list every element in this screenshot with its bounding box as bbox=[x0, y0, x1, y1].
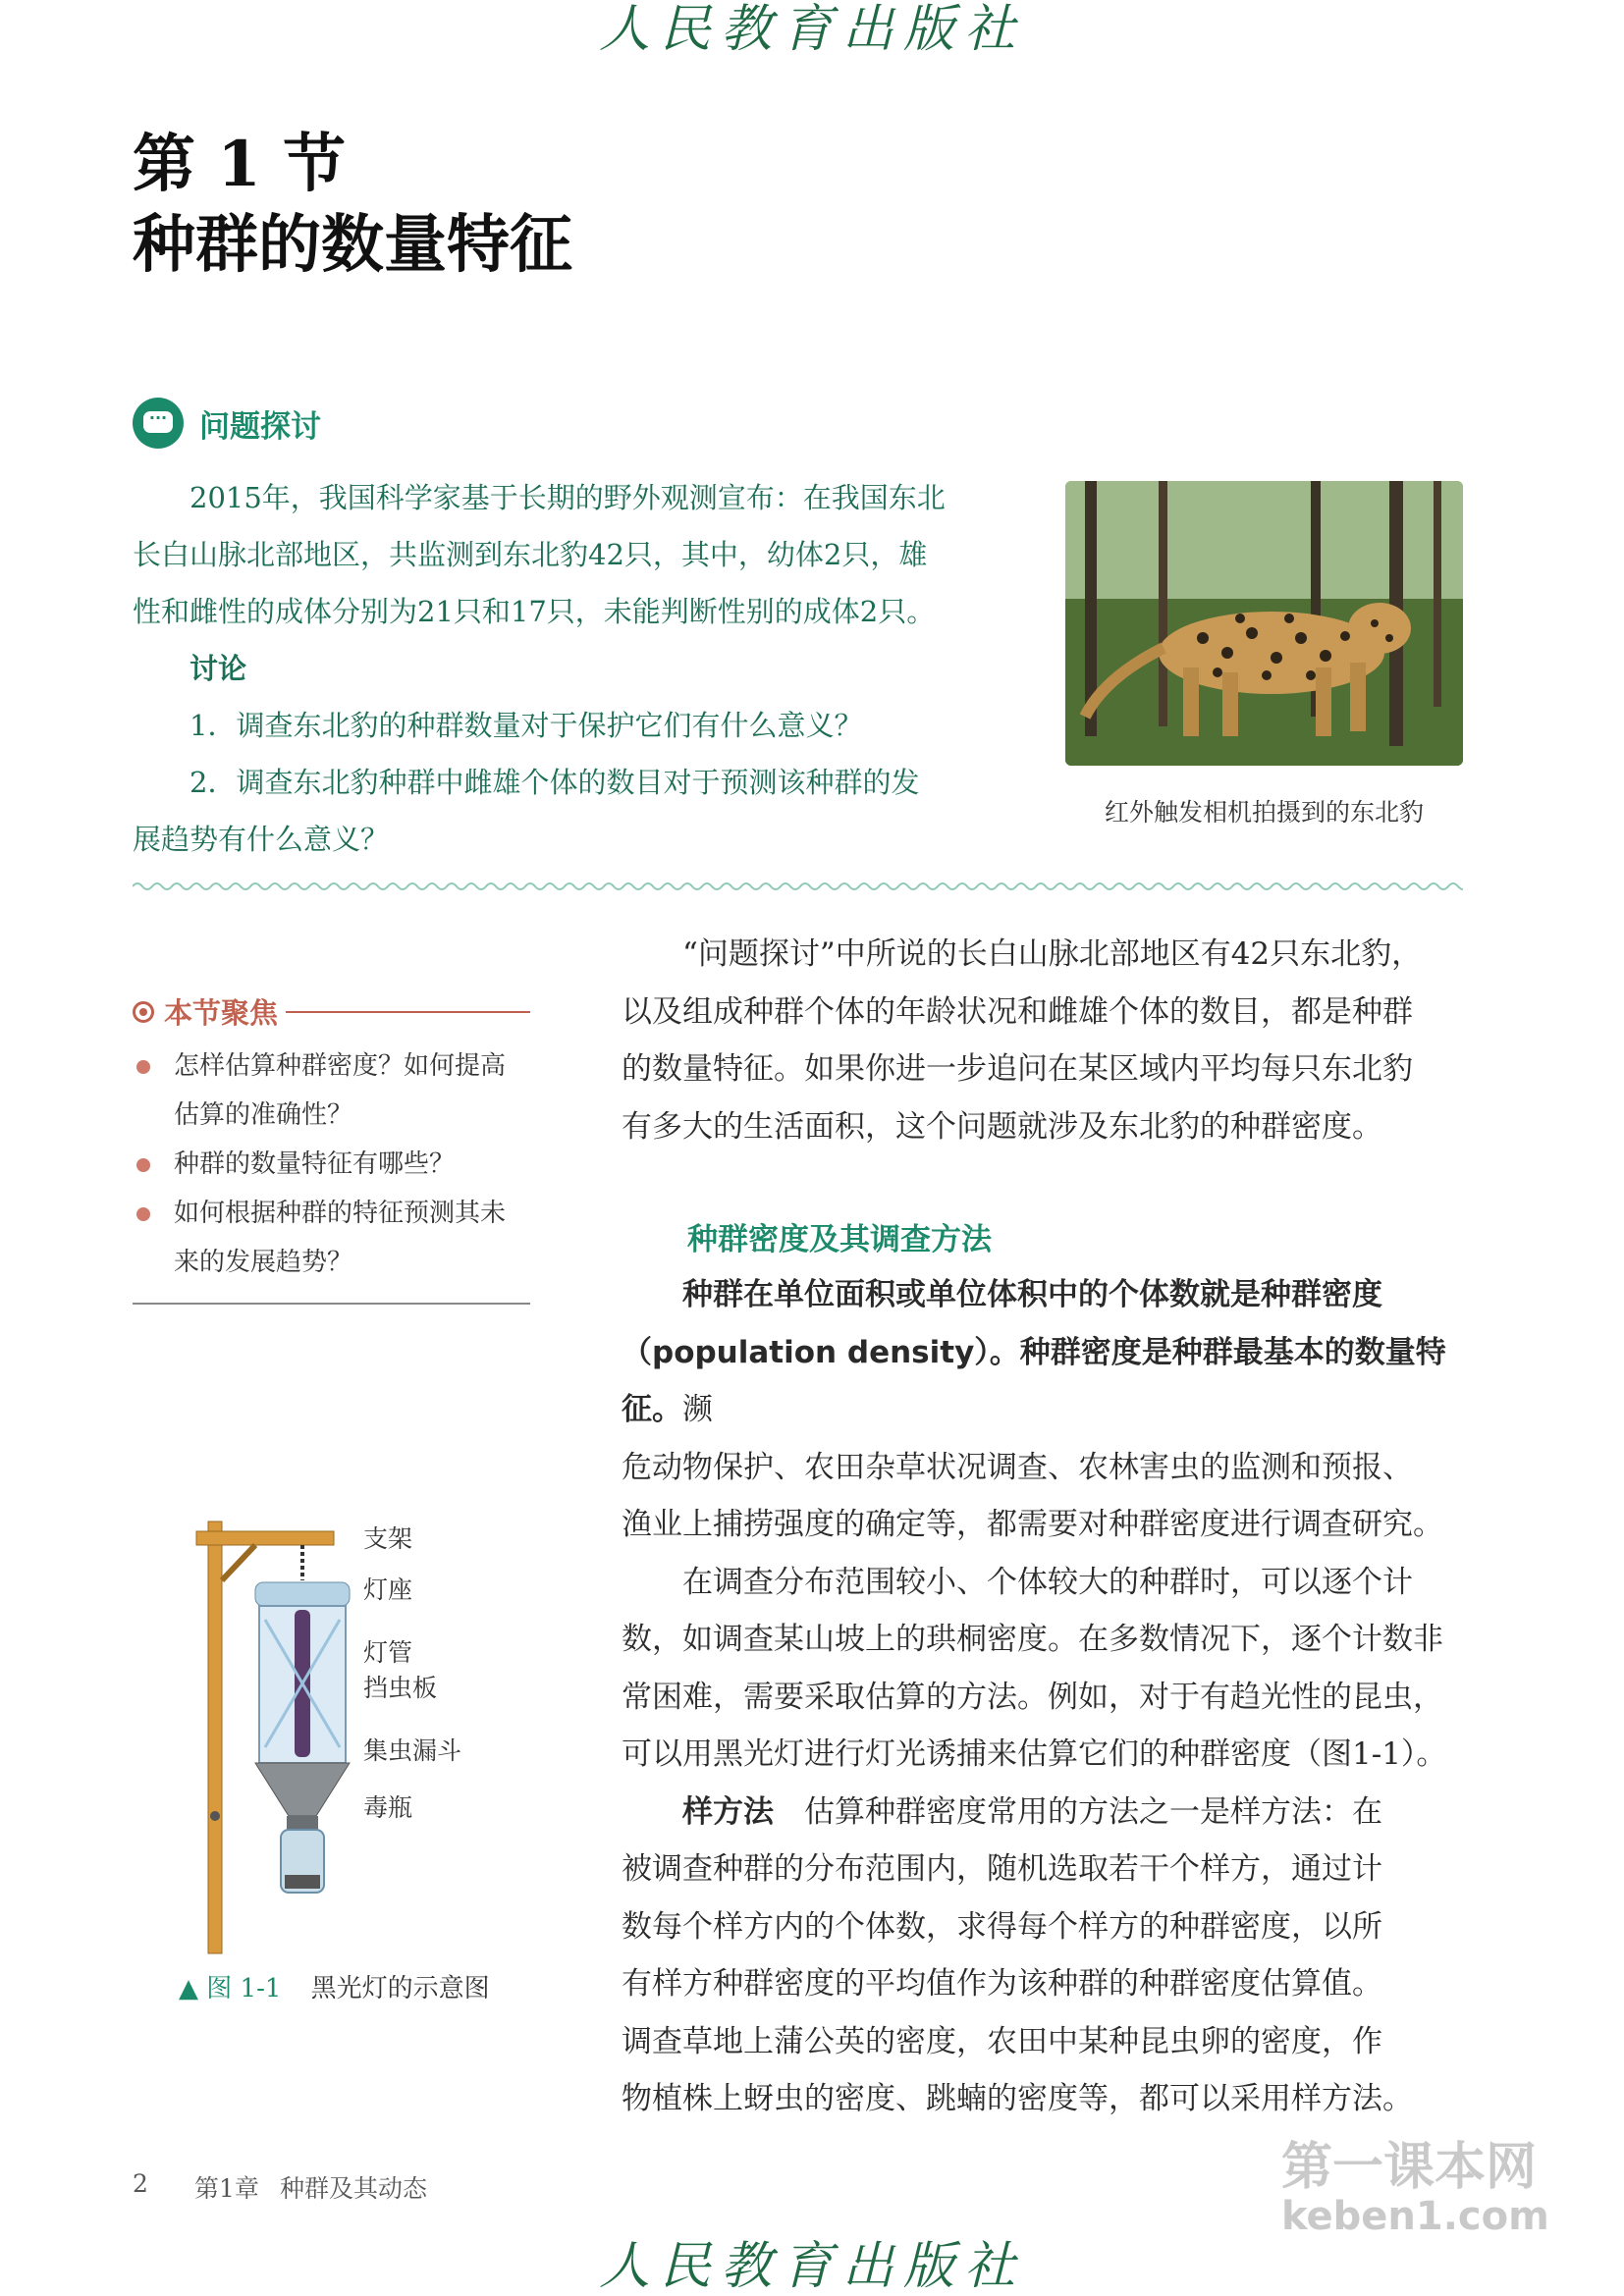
focus-bottom-rule bbox=[133, 1303, 530, 1305]
section-focus-box bbox=[133, 991, 530, 1305]
figure-caption-text: 黑光灯的示意图 bbox=[310, 1974, 490, 2003]
section-number: 第 1 节 bbox=[133, 128, 347, 201]
focus-heading-text: 本节聚焦 bbox=[164, 996, 279, 1030]
sampling-term: 样方法 bbox=[682, 1793, 774, 1830]
problem-line-2: 长白山脉北部地区，共监测到东北豹42只，其中，幼体2只，雄 bbox=[133, 538, 928, 571]
page-number: 2 bbox=[133, 2169, 148, 2198]
focus-item bbox=[133, 1041, 530, 1140]
intro-line-4: 有多大的生活面积，这个问题就涉及东北豹的种群密度。 bbox=[622, 1108, 1382, 1145]
sampling-line-4: 有样方种群密度的平均值作为该种群的种群密度估算值。 bbox=[622, 1966, 1382, 2002]
footer-chapter: 第1章 bbox=[194, 2174, 259, 2203]
discuss-question-2-line-1: 2．调查东北豹种群中雌雄个体的数目对于预测该种群的发 bbox=[189, 766, 920, 799]
focus-item-2-line-1: 种群的数量特征有哪些？ bbox=[174, 1149, 456, 1179]
label-stand: 支架 bbox=[363, 1524, 413, 1553]
count-line-3: 常困难，需要采取估算的方法。例如，对于有趋光性的昆虫， bbox=[622, 1679, 1443, 1715]
focus-item bbox=[133, 1189, 530, 1287]
subsection-heading: 种群密度及其调查方法 bbox=[687, 1222, 992, 1257]
leopard-illustration bbox=[1065, 481, 1463, 766]
focus-item-1-line-1: 怎样估算种群密度？如何提高 bbox=[174, 1051, 507, 1081]
density-text-start: 濒 bbox=[682, 1392, 713, 1427]
problem-box-label: 问题探讨 bbox=[199, 408, 321, 445]
label-lamp-holder: 灯座 bbox=[363, 1575, 413, 1604]
label-collecting-funnel: 集虫漏斗 bbox=[363, 1736, 462, 1765]
focus-item-1-line-2: 估算的准确性？ bbox=[174, 1100, 353, 1130]
figure-number: ▲ 图 1-1 bbox=[179, 1974, 282, 2003]
discuss-question-1: 1．调查东北豹的种群数量对于保护它们有什么意义？ bbox=[189, 709, 863, 742]
density-paragraph bbox=[622, 1266, 1466, 2128]
count-line-1: 在调查分布范围较小、个体较大的种群时，可以逐个计 bbox=[682, 1564, 1413, 1600]
focus-heading-rule bbox=[286, 1011, 530, 1013]
watermark-url: keben1.com bbox=[1281, 2194, 1549, 2239]
density-definition-line-2: （population density）。种群密度是种群最基本的数量特征。 bbox=[622, 1334, 1446, 1427]
focus-list bbox=[133, 1041, 530, 1287]
target-icon bbox=[133, 1001, 154, 1023]
intro-paragraph bbox=[622, 926, 1466, 1155]
speech-bubble-icon: ··· bbox=[133, 398, 184, 449]
discuss-label: 讨论 bbox=[189, 652, 247, 685]
count-line-4: 可以用黑光灯进行灯光诱捕来估算它们的种群密度（图1-1）。 bbox=[622, 1736, 1447, 1772]
label-insect-baffle: 挡虫板 bbox=[363, 1674, 438, 1702]
intro-line-2: 以及组成种群个体的年龄状况和雌雄个体的数目，都是种群 bbox=[622, 993, 1413, 1030]
sampling-line-3: 数每个样方内的个体数，求得每个样方的种群密度，以所 bbox=[622, 1908, 1382, 1945]
sampling-line-6: 物植株上蚜虫的密度、跳蝻的密度等，都可以采用样方法。 bbox=[622, 2081, 1413, 2116]
intro-line-3: 的数量特征。如果你进一步追问在某区域内平均每只东北豹 bbox=[622, 1051, 1413, 1087]
photo-caption: 红外触发相机拍摄到的东北豹 bbox=[1104, 798, 1424, 827]
problem-box-text bbox=[133, 469, 1056, 868]
wavy-divider bbox=[133, 879, 1463, 894]
focus-heading bbox=[133, 991, 530, 1032]
density-line-4: 渔业上捕捞强度的确定等，都需要对种群密度进行调查研究。 bbox=[622, 1507, 1443, 1542]
intro-line-1: “问题探讨”中所说的长白山脉北部地区有42只东北豹， bbox=[682, 936, 1423, 972]
section-title: 种群的数量特征 bbox=[133, 208, 572, 282]
publisher-footer: 人民教育出版社 bbox=[598, 2237, 1025, 2296]
focus-item-3-line-2: 来的发展趋势？ bbox=[174, 1248, 353, 1277]
count-line-2: 数，如调查某山坡上的珙桐密度。在多数情况下，逐个计数非 bbox=[622, 1622, 1443, 1657]
problem-line-3: 性和雌性的成体分别为21只和17只，未能判断性别的成体2只。 bbox=[133, 595, 936, 628]
publisher-header: 人民教育出版社 bbox=[598, 0, 1025, 59]
focus-item bbox=[133, 1140, 530, 1189]
label-lamp-tube: 灯管 bbox=[363, 1638, 413, 1667]
footer-chapter-title: 种群及其动态 bbox=[280, 2174, 428, 2203]
black-light-trap-diagram bbox=[187, 1512, 363, 1963]
leopard-photo bbox=[1065, 481, 1463, 766]
density-line-3: 危动物保护、农田杂草状况调查、农林害虫的监测和预报、 bbox=[622, 1449, 1413, 1485]
figure-caption bbox=[179, 1968, 490, 2004]
sampling-line-2: 被调查种群的分布范围内，随机选取若干个样方，通过计 bbox=[622, 1851, 1382, 1887]
watermark-text: 第一课本网 bbox=[1281, 2138, 1538, 2197]
focus-item-3-line-1: 如何根据种群的特征预测其未 bbox=[174, 1199, 507, 1228]
sampling-line-1: 估算种群密度常用的方法之一是样方法：在 bbox=[804, 1793, 1382, 1830]
label-poison-bottle: 毒瓶 bbox=[363, 1793, 413, 1822]
problem-line-1: 2015年，我国科学家基于长期的野外观测宣布：在我国东北 bbox=[189, 481, 946, 514]
density-definition-line-1: 种群在单位面积或单位体积中的个体数就是种群密度 bbox=[682, 1277, 1382, 1312]
problem-box-heading bbox=[133, 398, 321, 449]
discuss-question-2-line-2: 展趋势有什么意义？ bbox=[133, 823, 390, 856]
sampling-line-5: 调查草地上蒲公英的密度，农田中某种昆虫卵的密度，作 bbox=[622, 2023, 1382, 2059]
